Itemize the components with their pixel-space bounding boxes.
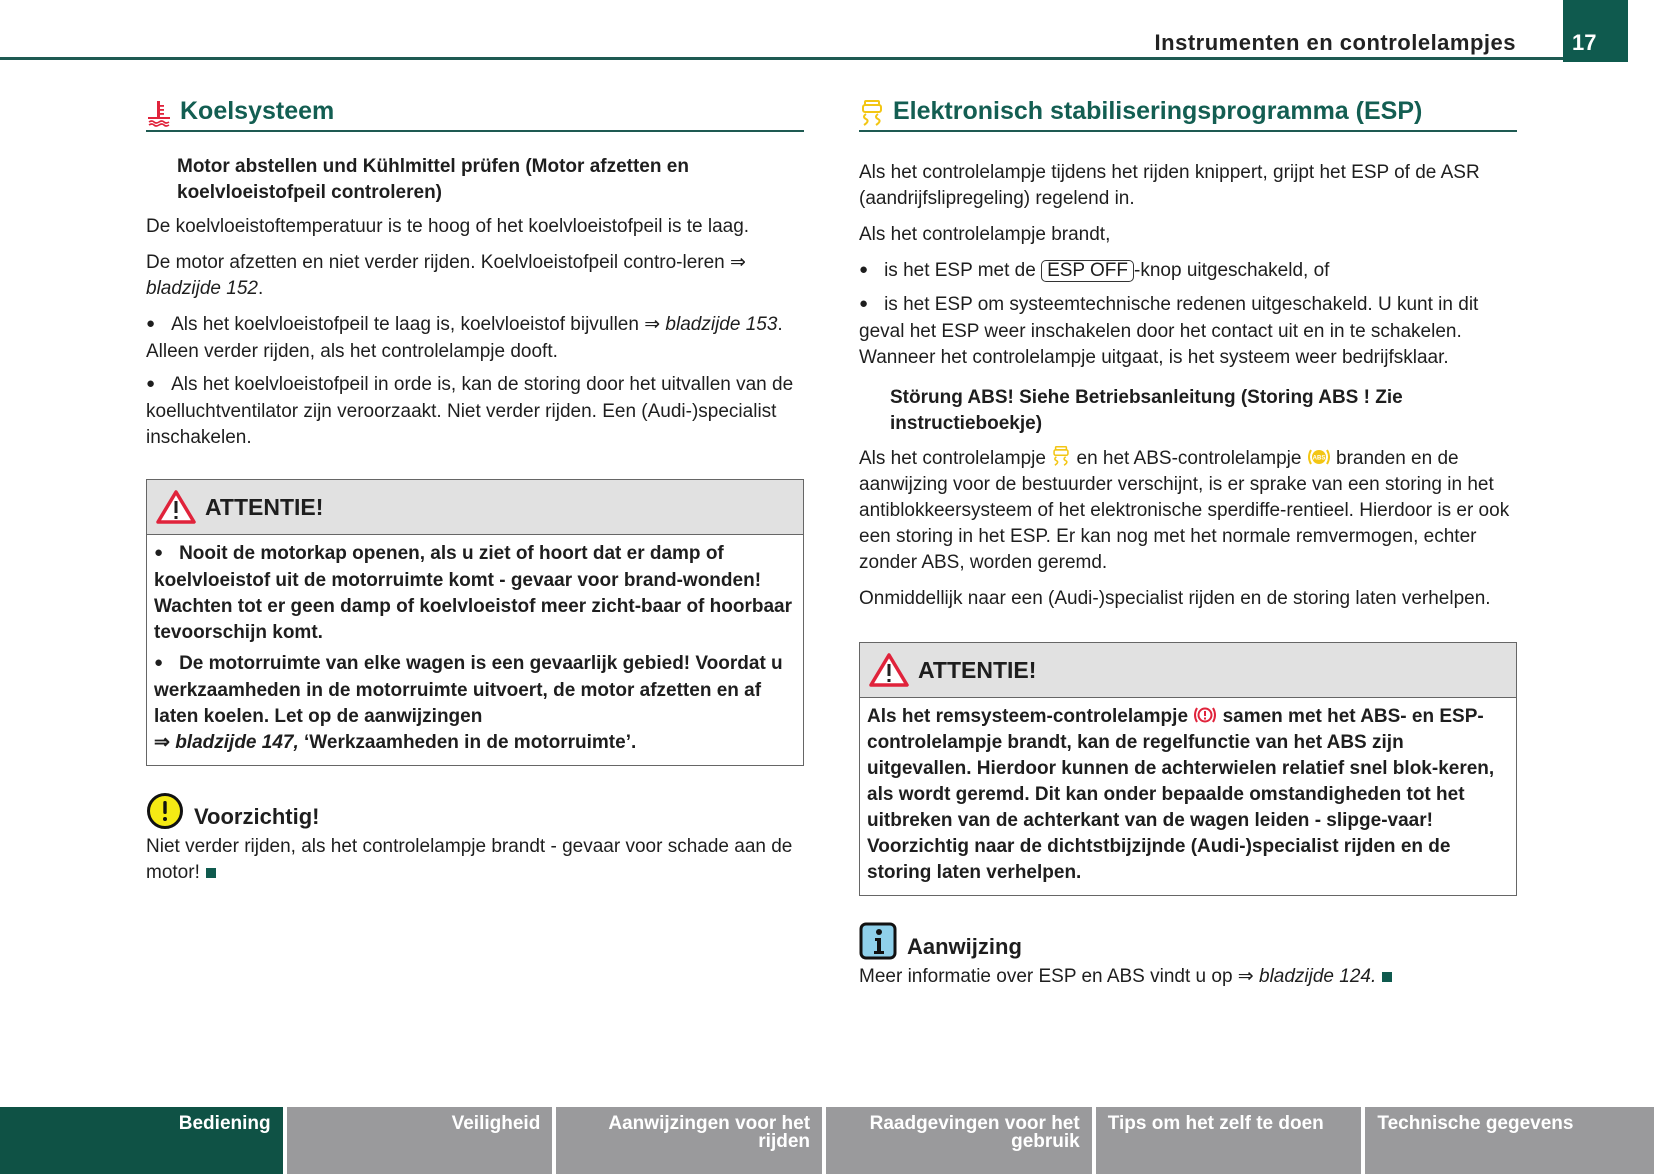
text: samen met het ABS- en ESP-controlelampje brandt, kan de regelfunctie van het ABS zijn uitgevallen. Hierdoor kunnen de achterwielen relatief snel blok-keren, als wordt geremd. Dit kan onder bepaalde omstandigheden tot het uitbreken van de achterkant van de wagen leiden - slipge-vaar! Voorzichtig naar de dichtstbijzijnde (Audi-)specialist rijden en de storing laten verhelpen. [867,706,1495,883]
warning-box [146,479,804,766]
tab-technische-gegevens[interactable]: Technische gegevens [1365,1107,1654,1174]
text: branden en de aanwijzing voor de bestuurder verschijnt, is er sprake van een storing in het antiblokkeersysteem of het elektronische sperdiffe-rentieel. Hierdoor is er ook een storing in het ESP. Er kan nog met het normale remvermogen, echter zonder ABS, worden geremd. [859,448,1510,573]
tab-raadgevingen-voor-het-gebruik[interactable]: Raadgevingen voor het gebruik [826,1107,1092,1174]
bullet-item: ● is het ESP om systeemtechnische redenen uitgeschakeld. U kunt in dit geval het ESP weer inschakelen door het contact uit en in te schakelen. Wanneer het controlelampje uitgaat, is het systeem weer bedrijfsklaar. [859,292,1517,371]
text: Niet verder rijden, als het controlelampje brandt - gevaar voor schade aan de motor! [146,836,793,883]
text: -knop uitgeschakeld, of [1134,260,1330,281]
end-of-section-mark [206,868,216,878]
warning-text [867,704,1509,886]
left-column [146,90,804,896]
page-reference-link[interactable]: bladzijde 153 [665,314,778,335]
bullet-item [154,651,796,756]
text: Als het koelvloeistofpeil te laag is, koelvloeistof bijvullen [171,314,645,335]
text: De motor afzetten en niet verder rijden. Koelvloeistofpeil contro-leren [146,252,731,273]
esp-skid-icon [859,99,885,127]
page-reference-link[interactable]: bladzijde 124. [1259,966,1377,987]
tab-aanwijzingen-voor-het-rijden[interactable]: Aanwijzingen voor het rijden [556,1107,822,1174]
note-heading [859,922,1517,960]
page-number-text: 17 [1572,30,1597,55]
text: Als het controlelampje [859,448,1052,469]
arrow-icon: ⇒ [644,314,661,335]
brake-warning-icon [1193,705,1217,725]
end-of-section-mark [1382,972,1392,982]
warning-label: ATTENTIE! [205,494,324,520]
text: Als het remsysteem-controlelampje [867,706,1194,727]
arrow-icon: ⇒ [730,252,746,273]
arrow-icon: ⇒ [1237,966,1254,987]
text: ‘Werkzaamheden in de motorruimte’. [298,732,637,753]
esp-skid-icon [1051,445,1071,467]
bullet-item [146,312,804,365]
section-title-koelsysteem [146,96,804,132]
warning-label: ATTENTIE! [918,657,1037,683]
tab-bediening[interactable]: Bediening [0,1107,283,1174]
warning-box-header [860,643,1516,698]
bullet-item: ● Als het koelvloeistofpeil in orde is, kan de storing door het uitvallen van de koelluchtventilator zijn veroorzaakt. Niet verder rijden. Een (Audi-)specialist inschakelen. [146,372,804,451]
coolant-temperature-icon [146,99,172,127]
section-title-text: Koelsysteem [180,97,335,125]
paragraph: Onmiddellijk naar een (Audi-)specialist rijden en de storing laten verhelpen. [859,588,1491,609]
text: en het ABS-controlelampje [1071,448,1307,469]
page-reference-link[interactable]: bladzijde 147, [175,732,299,753]
svg-text:ABS: ABS [1312,455,1326,462]
chapter-navigation [0,1107,1654,1174]
esp-off-button-label: ESP OFF [1041,260,1134,282]
text: Meer informatie over ESP en ABS vindt u op [859,966,1238,987]
caution-exclamation-icon [146,792,184,830]
text: De motorruimte van elke wagen is een gevaarlijk gebied! Voordat u werkzaamheden in de motorruimte uitvoert, de motor afzetten en af laten koelen. Let op de aanwijzingen [154,653,783,727]
bullet-item [859,258,1517,285]
warning-box-body [860,698,1516,895]
right-column [859,90,1517,1000]
info-icon [859,922,897,960]
tab-veiligheid[interactable]: Veiligheid [287,1107,553,1174]
paragraph: De koelvloeistoftemperatuur is te hoog of het koelvloeistofpeil is te laag. [146,216,750,237]
paragraph: Als het controlelampje brandt, [859,224,1111,245]
warning-message-heading: Motor abstellen und Kühlmittel prüfen (Motor afzetten en koelvloeistofpeil controleren) [177,156,689,203]
note-text [859,964,1517,990]
warning-box [859,642,1517,896]
warning-message-heading: Störung ABS! Siehe Betriebsanleitung (Storing ABS ! Zie instructieboekje) [890,387,1403,434]
header-rule [0,57,1563,60]
warning-triangle-icon [868,652,910,688]
warning-box-header [147,480,803,535]
caution-heading [146,792,804,830]
warning-box-body [147,535,803,765]
text: is het ESP met de [884,260,1042,281]
text: . Alleen verder rijden, als het controlelampje dooft. [146,314,783,362]
caution-label: Voorzichtig! [194,804,320,829]
arrow-icon: ⇒ [154,732,170,753]
page-number [1563,0,1628,62]
paragraph [859,445,1517,576]
note-label: Aanwijzing [907,934,1022,959]
chapter-title: Instrumenten en controlelampjes [1154,30,1516,55]
paragraph: Als het controlelampje tijdens het rijden knippert, grijpt het ESP of de ASR (aandrijfslipregeling) regelend in. [859,162,1480,209]
section-title-esp [859,96,1517,132]
page-reference-link[interactable]: bladzijde 152 [146,278,258,299]
abs-warning-icon [1307,447,1331,467]
bullet-item: ● Nooit de motorkap openen, als u ziet of hoort dat er damp of koelvloeistof uit de motorruimte komt - gevaar voor brand-wonden! Wachten tot er geen damp of koelvloeistof meer zicht-baar of hoorbaar tevoorschijn komt. [154,541,796,646]
warning-triangle-icon [155,489,197,525]
paragraph [146,250,804,302]
text: . [257,278,264,299]
section-title-text: Elektronisch stabiliseringsprogramma (ESP) [893,97,1423,125]
caution-text [146,834,804,886]
tab-tips-om-het-zelf-te-doen[interactable]: Tips om het zelf te doen [1096,1107,1362,1174]
